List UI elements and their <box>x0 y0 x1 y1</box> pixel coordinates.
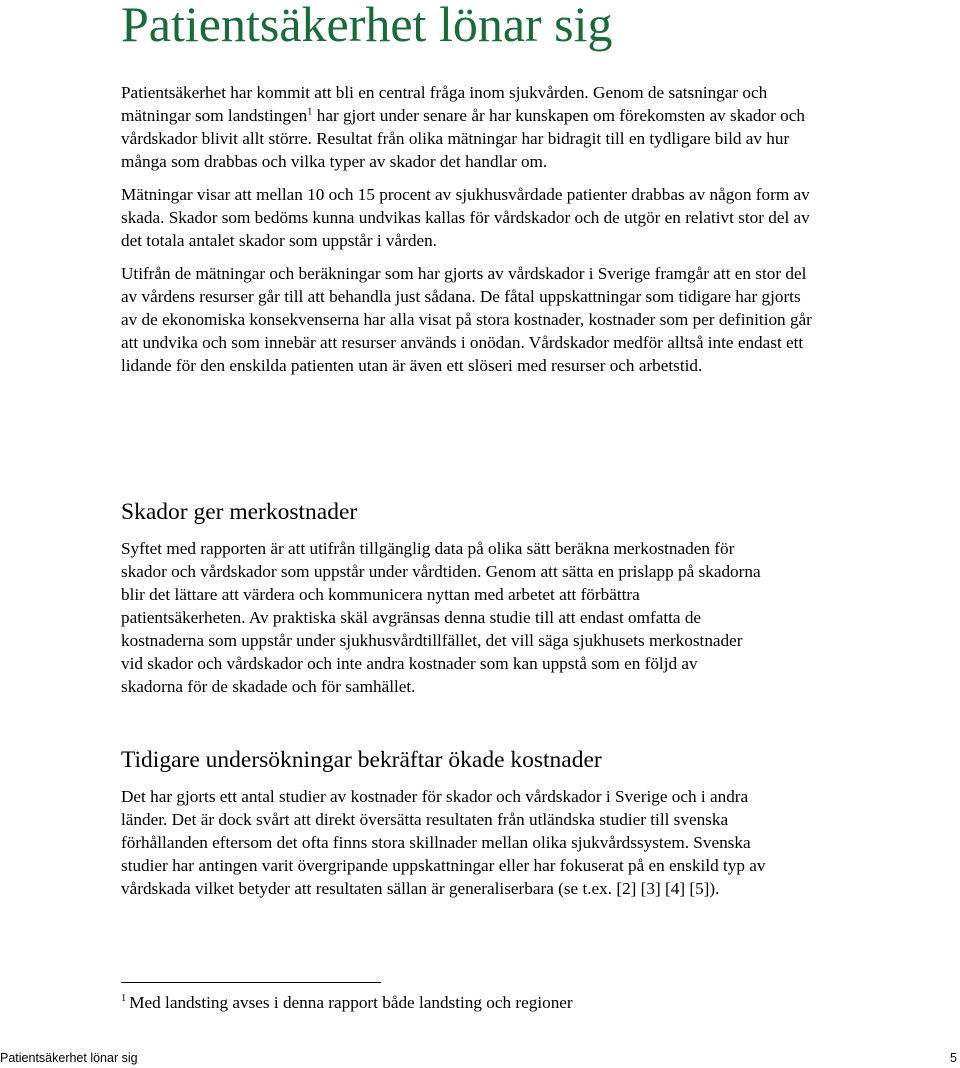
page-title: Patientsäkerhet lönar sig <box>121 0 613 52</box>
footnote-marker: 1 <box>121 993 127 1005</box>
section-skador-ger-merkostnader <box>121 537 761 698</box>
footer-title: Patientsäkerhet lönar sig <box>0 1051 138 1065</box>
footnote-text: Med landsting avses i denna rapport både landsting och regioner <box>129 993 573 1012</box>
intro-paragraph-1-text-a: Patientsäkerhet har kommit att bli en central fråga inom sjukvården. Genom de satsningar och mätningar som landstingen <box>121 83 768 125</box>
section-heading-skador-ger-merkostnader: Skador ger merkostnader <box>121 499 358 525</box>
footnote-divider <box>121 982 381 983</box>
page-number: 5 <box>950 1051 957 1065</box>
intro-paragraph-3: Utifrån de mätningar och beräkningar som har gjorts av vårdskador i Sverige framgår att en stor del av vårdens resurser går till att behandla just sådana. De fåtal uppskattningar som tidigare har gjorts av de ekonomiska konsekvenserna har alla visat på stora kostnader, kostnader som per definition går att undvika och som innebär att resurser används i onödan. Vårdskador medför alltså inte endast ett lidande för den enskilda patienten utan är även ett slöseri med resurser och arbetstid. <box>121 264 812 375</box>
intro-paragraph-2: Mätningar visar att mellan 10 och 15 procent av sjukhusvårdade patienter drabbas av någon form av skada. Skador som bedöms kunna undvikas kallas för vårdskador och de utgör en relativt stor del av det totala antalet skador som uppstår i vården. <box>121 185 810 250</box>
footnote-reference[interactable]: 1 <box>307 106 313 118</box>
section-heading-tidigare-undersokningar: Tidigare undersökningar bekräftar ökade kostnader <box>121 747 602 773</box>
main-content <box>121 81 821 898</box>
footnote <box>121 991 573 1014</box>
section-tidigare-undersokningar <box>121 785 781 900</box>
intro-paragraph-1 <box>121 81 821 173</box>
section2-paragraph-1: Det har gjorts ett antal studier av kostnader för skador och vårdskador i Sverige och i andra länder. Det är dock svårt att direkt översätta resultaten från utländska studier till svenska förhållanden eftersom det ofta finns stora skillnader mellan olika sjukvårdssystem. Svenska studier har antingen varit övergripande uppskattningar eller har fokuserat på en enskild typ av vårdskada vilket betyder att resultaten sällan är generaliserbara (se t.ex. [2] [3] [4] [5]). <box>121 787 766 898</box>
section1-paragraph-1: Syftet med rapporten är att utifrån tillgänglig data på olika sätt beräkna merkostnaden för skador och vårdskador som uppstår under vårdtiden. Genom att sätta en prislapp på skadorna blir det lättare att värdera och kommunicera nyttan med arbetet att förbättra patientsäkerheten. Av praktiska skäl avgränsas denna studie till att endast omfatta de kostnaderna som uppstår under sjukhusvårdtillfället, det vill säga sjukhusets merkostnader vid skador och vårdskador och inte andra kostnader som kan uppstå som en följd av skadorna för de skadade och för samhället. <box>121 539 761 696</box>
intro-section <box>121 81 821 377</box>
intro-paragraph-1-text-b: har gjort under senare år har kunskapen om förekomsten av skador och vårdskador blivit allt större. Resultat från olika mätningar har bidragit till en tydligare bild av hur många som drabbas och vilka typer av skador det handlar om. <box>121 106 805 171</box>
